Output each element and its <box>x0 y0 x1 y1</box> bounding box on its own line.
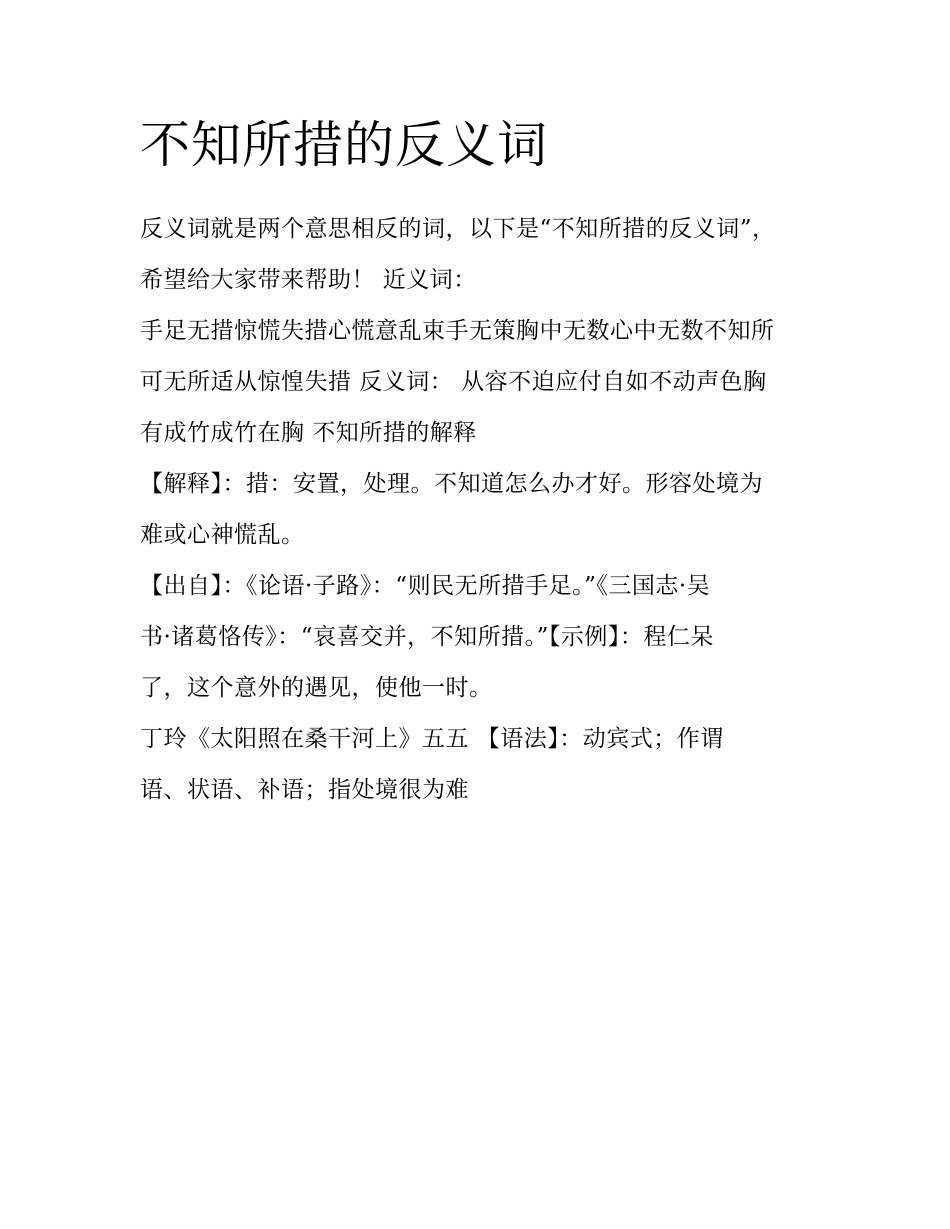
text-line: 书·诸葛恪传》：“哀喜交并，不知所措。”【示例】：程仁呆 <box>140 624 714 650</box>
text-line: 【出自】：《论语·子路》：“则民无所措手足。”《三国志·吴 <box>140 573 711 599</box>
text-line: 有成竹成竹在胸 不知所措的解释 <box>140 420 477 446</box>
document-page <box>140 112 820 816</box>
text-line: 反义词就是两个意思相反的词，以下是“不知所措的反义词”， <box>140 216 776 242</box>
text-line: 难或心神慌乱。 <box>140 522 305 548</box>
text-line: 丁玲《太阳照在桑干河上》五五 【语法】：动宾式；作谓 <box>140 726 724 752</box>
text-line: 可无所适从惊惶失措 反义词： 从容不迫应付自如不动声色胸 <box>140 369 767 395</box>
document-title: 不知所措的反义词 <box>140 116 548 174</box>
text-line: 希望给大家带来帮助！ 近义词： <box>140 267 477 293</box>
text-line: 【解释】：措：安置，处理。不知道怎么办才好。形容处境为 <box>140 471 763 497</box>
text-line: 语、状语、补语；指处境很为难 <box>140 777 469 803</box>
text-line: 手足无措惊慌失措心慌意乱束手无策胸中无数心中无数不知所 <box>140 318 775 344</box>
text-line: 了，这个意外的遇见，使他一时。 <box>140 675 493 701</box>
